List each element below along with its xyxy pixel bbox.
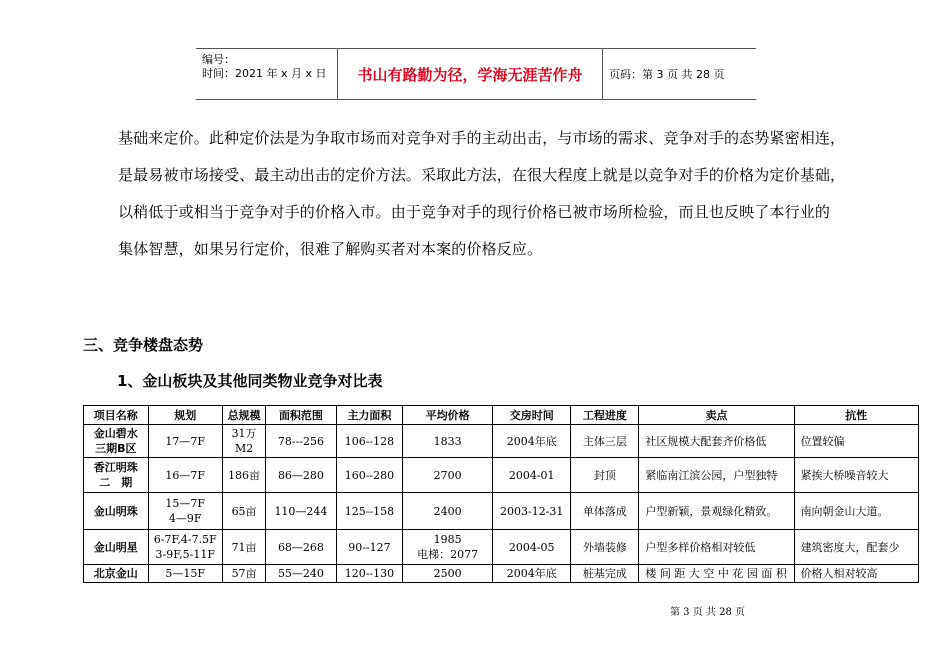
cell-delivery: 2004年底 (493, 425, 571, 458)
cell-line: 2700 (433, 468, 462, 482)
table-row (84, 530, 919, 565)
column-header: 卖点 (639, 406, 794, 425)
cell-progress: 桩基完成 (571, 565, 639, 583)
table-row (84, 458, 919, 493)
cell-line: 65亩 (231, 504, 257, 518)
cell-line: 二 期 (99, 476, 133, 489)
cell-price (403, 565, 493, 583)
cell-main: 125--158 (336, 493, 403, 530)
header-slogan-cell (338, 49, 603, 99)
cell-plan (148, 425, 222, 458)
cell-selling: 户型新颖，景观绿化精致。 (639, 493, 794, 530)
page-header (196, 48, 756, 100)
column-header: 交房时间 (493, 406, 571, 425)
cell-line: 金山碧水 (93, 427, 138, 440)
cell-plan (148, 493, 222, 530)
table-row (84, 493, 919, 530)
cell-selling: 紧临南江滨公园，户型独特 (639, 458, 794, 493)
cell-line: 三期B区 (95, 442, 137, 455)
cell-delivery: 2004-05 (493, 530, 571, 565)
header-meta (196, 49, 338, 99)
cell-line: 电梯：2077 (417, 548, 479, 561)
cell-range: 110—244 (266, 493, 336, 530)
page-footer: 第 3 页 共 28 页 (670, 607, 745, 618)
column-header: 总规模 (222, 406, 265, 425)
cell-line: 3-9F,5-11F (155, 548, 215, 561)
cell-scale (222, 530, 265, 565)
cell-resistance: 建筑密度大，配套少 (794, 530, 918, 565)
header-number: 编号： (202, 53, 235, 66)
paragraph-line: 是最易被市场接受、最主动出击的定价方法。采取此方法，在很大程度上就是以竞争对手的价格为定价基础， (118, 166, 846, 184)
header-slogan: 书山有路勤为径，学海无涯苦作舟 (357, 65, 583, 84)
paragraph-line: 以稍低于或相当于竞争对手的价格入市。由于竞争对手的现行价格已被市场所检验，而且也反映了本行业的 (118, 203, 831, 221)
cell-range: 55—240 (266, 565, 336, 583)
cell-main: 160--280 (336, 458, 403, 493)
cell-delivery: 2003-12-31 (493, 493, 571, 530)
cell-line: 4—9F (168, 512, 202, 525)
cell-main: 106--128 (336, 425, 403, 458)
cell-plan (148, 458, 222, 493)
cell-line: 186亩 (228, 468, 261, 482)
body-paragraph (118, 120, 898, 268)
cell-progress: 封顶 (571, 458, 639, 493)
cell-resistance: 南向朝金山大道。 (794, 493, 918, 530)
cell-scale (222, 493, 265, 530)
cell-line: 2500 (433, 567, 462, 580)
cell-name (84, 425, 149, 458)
cell-name (84, 530, 149, 565)
cell-name (84, 493, 149, 530)
cell-name (84, 458, 149, 493)
column-header: 面积范围 (266, 406, 336, 425)
column-header: 抗性 (794, 406, 918, 425)
cell-price (403, 458, 493, 493)
cell-delivery: 2004年底 (493, 565, 571, 583)
cell-resistance: 紧挨大桥噪音较大 (794, 458, 918, 493)
paragraph-line: 基础来定价。此种定价法是为争取市场而对竞争对手的主动出击，与市场的需求、竞争对手的态势紧密相连， (118, 129, 846, 147)
cell-scale (222, 458, 265, 493)
cell-line: 6-7F,4-7.5F (153, 533, 217, 546)
column-header: 工程进度 (571, 406, 639, 425)
cell-line: 2400 (433, 504, 462, 518)
cell-line: 香江明珠 (93, 461, 138, 474)
cell-main: 120--130 (336, 565, 403, 583)
cell-line: 5—15F (165, 567, 206, 580)
cell-line: 17—7F (165, 434, 206, 448)
cell-line: 1833 (433, 434, 462, 448)
cell-line: M2 (234, 442, 254, 455)
cell-line: 金山明珠 (93, 504, 138, 518)
cell-range: 78---256 (266, 425, 336, 458)
column-header: 项目名称 (84, 406, 149, 425)
cell-range: 86—280 (266, 458, 336, 493)
cell-price (403, 530, 493, 565)
column-header: 平均价格 (403, 406, 493, 425)
cell-resistance: 价格人相对较高 (794, 565, 918, 583)
cell-progress: 单体落成 (571, 493, 639, 530)
cell-name (84, 565, 149, 583)
table-row (84, 565, 919, 583)
paragraph-line: 集体智慧，如果另行定价，很难了解购买者对本案的价格反应。 (118, 240, 543, 258)
cell-line: 1985 (433, 533, 462, 546)
cell-line: 71亩 (231, 540, 257, 554)
cell-progress: 外墙装修 (571, 530, 639, 565)
cell-delivery: 2004-01 (493, 458, 571, 493)
cell-price (403, 493, 493, 530)
cell-plan (148, 530, 222, 565)
cell-line: 16—7F (165, 468, 206, 482)
cell-selling: 社区规模大配套齐价格低 (639, 425, 794, 458)
cell-line: 15—7F (165, 497, 206, 510)
column-header: 主力面积 (336, 406, 403, 425)
table-header-row (84, 406, 919, 425)
cell-selling: 户型多样价格相对较低 (639, 530, 794, 565)
section-title: 三、竞争楼盘态势 (83, 336, 204, 354)
cell-plan (148, 565, 222, 583)
sub-title: 1、金山板块及其他同类物业竞争对比表 (117, 372, 383, 390)
cell-progress: 主体三层 (571, 425, 639, 458)
cell-line: 57亩 (231, 567, 257, 580)
cell-scale (222, 565, 265, 583)
header-page: 页码：第 3 页 共 28 页 (609, 68, 725, 81)
cell-resistance: 位置较偏 (794, 425, 918, 458)
comparison-table (83, 405, 919, 583)
cell-scale (222, 425, 265, 458)
cell-price (403, 425, 493, 458)
header-time: 时间：2021 年 x 月 x 日 (202, 67, 327, 80)
column-header: 规划 (148, 406, 222, 425)
cell-range: 68—268 (266, 530, 336, 565)
table-row (84, 425, 919, 458)
cell-line: 北京金山 (93, 567, 138, 580)
cell-line: 31万 (231, 427, 257, 440)
cell-main: 90--127 (336, 530, 403, 565)
cell-line: 金山明星 (93, 540, 138, 554)
cell-selling: 楼 间 距 大 空 中 花 园 面 积 (639, 565, 794, 583)
